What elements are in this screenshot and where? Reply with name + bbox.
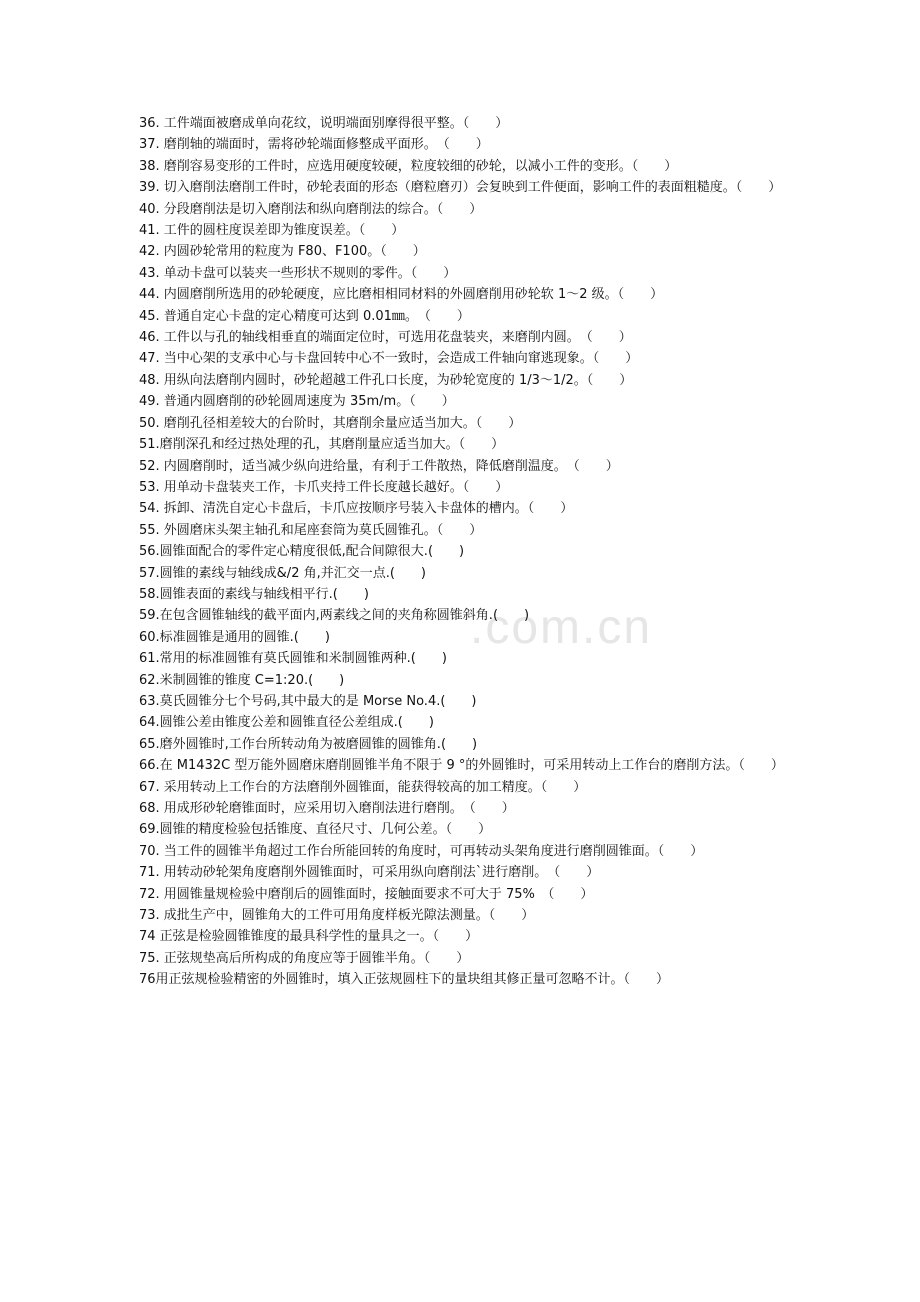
- question-71: 71. 用转动砂轮架角度磨削外圆锥面时，可采用纵向磨削法`进行磨削。 （ ）: [139, 865, 600, 881]
- question-73: 73. 成批生产中，圆锥角大的工件可用角度样板光隙法测量。（ ）: [139, 908, 535, 924]
- question-56: 56.圆锥面配合的零件定心精度很低,配合间隙很大.( ): [139, 544, 465, 560]
- question-45: 45. 普通自定心卡盘的定心精度可达到 0.01㎜。 （ ）: [139, 308, 470, 324]
- question-46: 46. 工件以与孔的轴线相垂直的端面定位时，可选用花盘装夹，来磨削内圆。 （ ）: [139, 330, 632, 346]
- question-37: 37. 磨削轴的端面时，需将砂轮端面修整成平面形。 （ ）: [139, 137, 489, 153]
- question-57: 57.圆锥的素线与轴线成&/2 角,并汇交一点.( ): [139, 565, 427, 581]
- question-43: 43. 单动卡盘可以装夹一些形状不规则的零件。（ ）: [139, 265, 457, 281]
- question-64: 64.圆锥公差由锥度公差和圆锥直径公差组成.( ): [139, 715, 434, 731]
- question-66: 66.在 M1432C 型万能外圆磨床磨削圆锥半角不限于 9 °的外圆锥时，可采用转动上工作台的磨削方法。（ ）: [139, 758, 784, 774]
- question-63: 63.莫氏圆锥分七个号码,其中最大的是 Morse No.4.( ): [139, 693, 477, 709]
- question-52: 52. 内圆磨削时，适当减少纵向进给量，有利于工件散热，降低磨削温度。 （ ）: [139, 458, 619, 474]
- question-list: [139, 113, 789, 991]
- question-58: 58.圆锥表面的素线与轴线相平行.( ): [139, 586, 369, 602]
- question-49: 49. 普通内圆磨削的砂轮圆周速度为 35m/m。（ ）: [139, 394, 455, 410]
- question-74: 74 正弦是检验圆锥锥度的最具科学性的量具之一。（ ）: [139, 929, 479, 945]
- question-55: 55. 外圆磨床头架主轴孔和尾座套筒为莫氏圆锥孔。（ ）: [139, 522, 483, 538]
- question-61: 61.常用的标准圆锥有莫氏圆锥和米制圆锥两种.( ): [139, 651, 447, 667]
- question-41: 41. 工件的圆柱度误差即为锥度误差。（ ）: [139, 223, 405, 239]
- question-38: 38. 磨削容易变形的工件时，应选用硬度较硬，粒度较细的砂轮，以减小工件的变形。（ ）: [139, 158, 678, 174]
- question-54: 54. 拆卸、清洗自定心卡盘后，卡爪应按顺序号装入卡盘体的槽内。（ ）: [139, 501, 574, 517]
- question-39: 39. 切入磨削法磨削工件时，砂轮表面的形态（磨粒磨刃）会复映到工件便面，影响工件的表面粗糙度。（ ）: [139, 180, 782, 196]
- question-44: 44. 内圆磨削所选用的砂轮硬度，应比磨相相同材料的外圆磨削用砂轮软 1～2 级。（ ）: [139, 287, 664, 303]
- question-36: 36. 工件端面被磨成单向花纹，说明端面别摩得很平整。（ ）: [139, 116, 509, 131]
- question-47: 47. 当中心架的支承中心与卡盘回转中心不一致时，会造成工件轴向窜逃现象。（ ）: [139, 351, 639, 367]
- question-51: 51.磨削深孔和经过热处理的孔，其磨削量应适当加大。（ ）: [139, 437, 505, 453]
- watermark: .com.cn: [470, 601, 653, 654]
- question-50: 50. 磨削孔径相差较大的台阶时，其磨削余量应适当加大。（ ）: [139, 415, 522, 431]
- question-53: 53. 用单动卡盘装夹工作，卡爪夹持工件长度越长越好。（ ）: [139, 479, 509, 495]
- question-48: 48. 用纵向法磨削内圆时，砂轮超越工件孔口长度，为砂轮宽度的 1/3～1/2。（ ）: [139, 372, 633, 388]
- question-67: 67. 采用转动上工作台的方法磨削外圆锥面，能获得较高的加工精度。（ ）: [139, 779, 587, 795]
- question-62: 62.米制圆锥的锥度 C=1:20.( ): [139, 672, 345, 688]
- question-76: 76用正弦规检验精密的外圆锥时，填入正弦规圆柱下的量块组其修正量可忽略不计。（ ）: [139, 972, 670, 988]
- question-70: 70. 当工件的圆锥半角超过工作台所能回转的角度时，可再转动头架角度进行磨削圆锥面。（ ）: [139, 843, 704, 859]
- question-75: 75. 正弦规垫高后所构成的角度应等于圆锥半角。（ ）: [139, 950, 470, 966]
- question-69: 69.圆锥的精度检验包括锥度、直径尺寸、几何公差。（ ）: [139, 822, 492, 838]
- question-60: 60.标准圆锥是通用的圆锥.( ): [139, 629, 330, 645]
- question-68: 68. 用成形砂轮磨锥面时，应采用切入磨削法进行磨削。 （ ）: [139, 801, 515, 816]
- question-59: 59.在包含圆锥轴线的截平面内,两素线之间的夹角称圆锥斜角.( ): [139, 608, 530, 624]
- question-65: 65.磨外圆锥时,工作台所转动角为被磨圆锥的圆锥角.( ): [139, 736, 478, 752]
- question-40: 40. 分段磨削法是切入磨削法和纵向磨削法的综合。（ ）: [139, 201, 483, 217]
- question-42: 42. 内圆砂轮常用的粒度为 F80、F100。（ ）: [139, 244, 426, 260]
- question-72: 72. 用圆锥量规检验中磨削后的圆锥面时，接触面要求不可大于 75% （ ）: [139, 886, 594, 902]
